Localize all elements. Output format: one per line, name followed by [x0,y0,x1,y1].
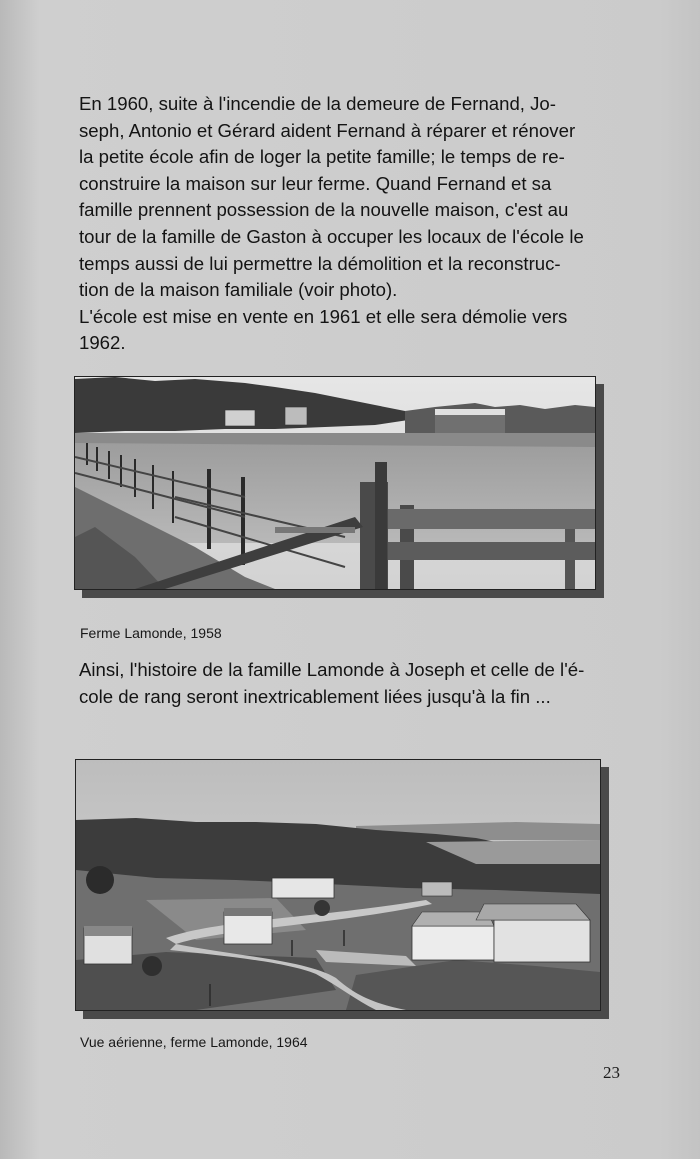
photo-farm-1958 [74,376,596,590]
photo-2-caption: Vue aérienne, ferme Lamonde, 1964 [80,1034,308,1050]
photo-aerial-1964 [75,759,601,1011]
text-line: la petite école afin de loger la petite famille; le temps de re- [79,146,565,168]
aerial-farm-image [76,760,600,1010]
text-line: tour de la famille de Gaston à occuper les locaux de l'école le [79,225,584,247]
text-line: L'école est mise en vente en 1961 et elle sera démolie vers [79,305,568,327]
farm-fence-image [75,377,595,589]
paragraph-conclusion [79,657,607,710]
text-line: seph, Antonio et Gérard aident Fernand à réparer et rénover [79,119,576,141]
photo-1-caption: Ferme Lamonde, 1958 [80,625,222,641]
text-line: famille prennent possession de la nouvelle maison, c'est au [79,199,569,221]
text-line: En 1960, suite à l'incendie de la demeure de Fernand, Jo- [79,93,556,114]
text-line: construire la maison sur leur ferme. Quand Fernand et sa [79,172,552,194]
text-line: tion de la maison familiale (voir photo). [79,279,398,301]
text-line: Ainsi, l'histoire de la famille Lamonde à Joseph et celle de l'é- [79,659,585,680]
photo-aerial-1964-frame [75,759,609,1019]
photo-farm-1958-frame [74,376,604,598]
text-line: cole de rang seront inextricablement liées jusqu'à la fin ... [79,685,551,707]
paragraph-history [79,91,607,357]
page-number: 23 [603,1063,620,1082]
text-line: 1962. [79,332,126,354]
text-line: temps aussi de lui permettre la démolition et la reconstruc- [79,252,561,274]
